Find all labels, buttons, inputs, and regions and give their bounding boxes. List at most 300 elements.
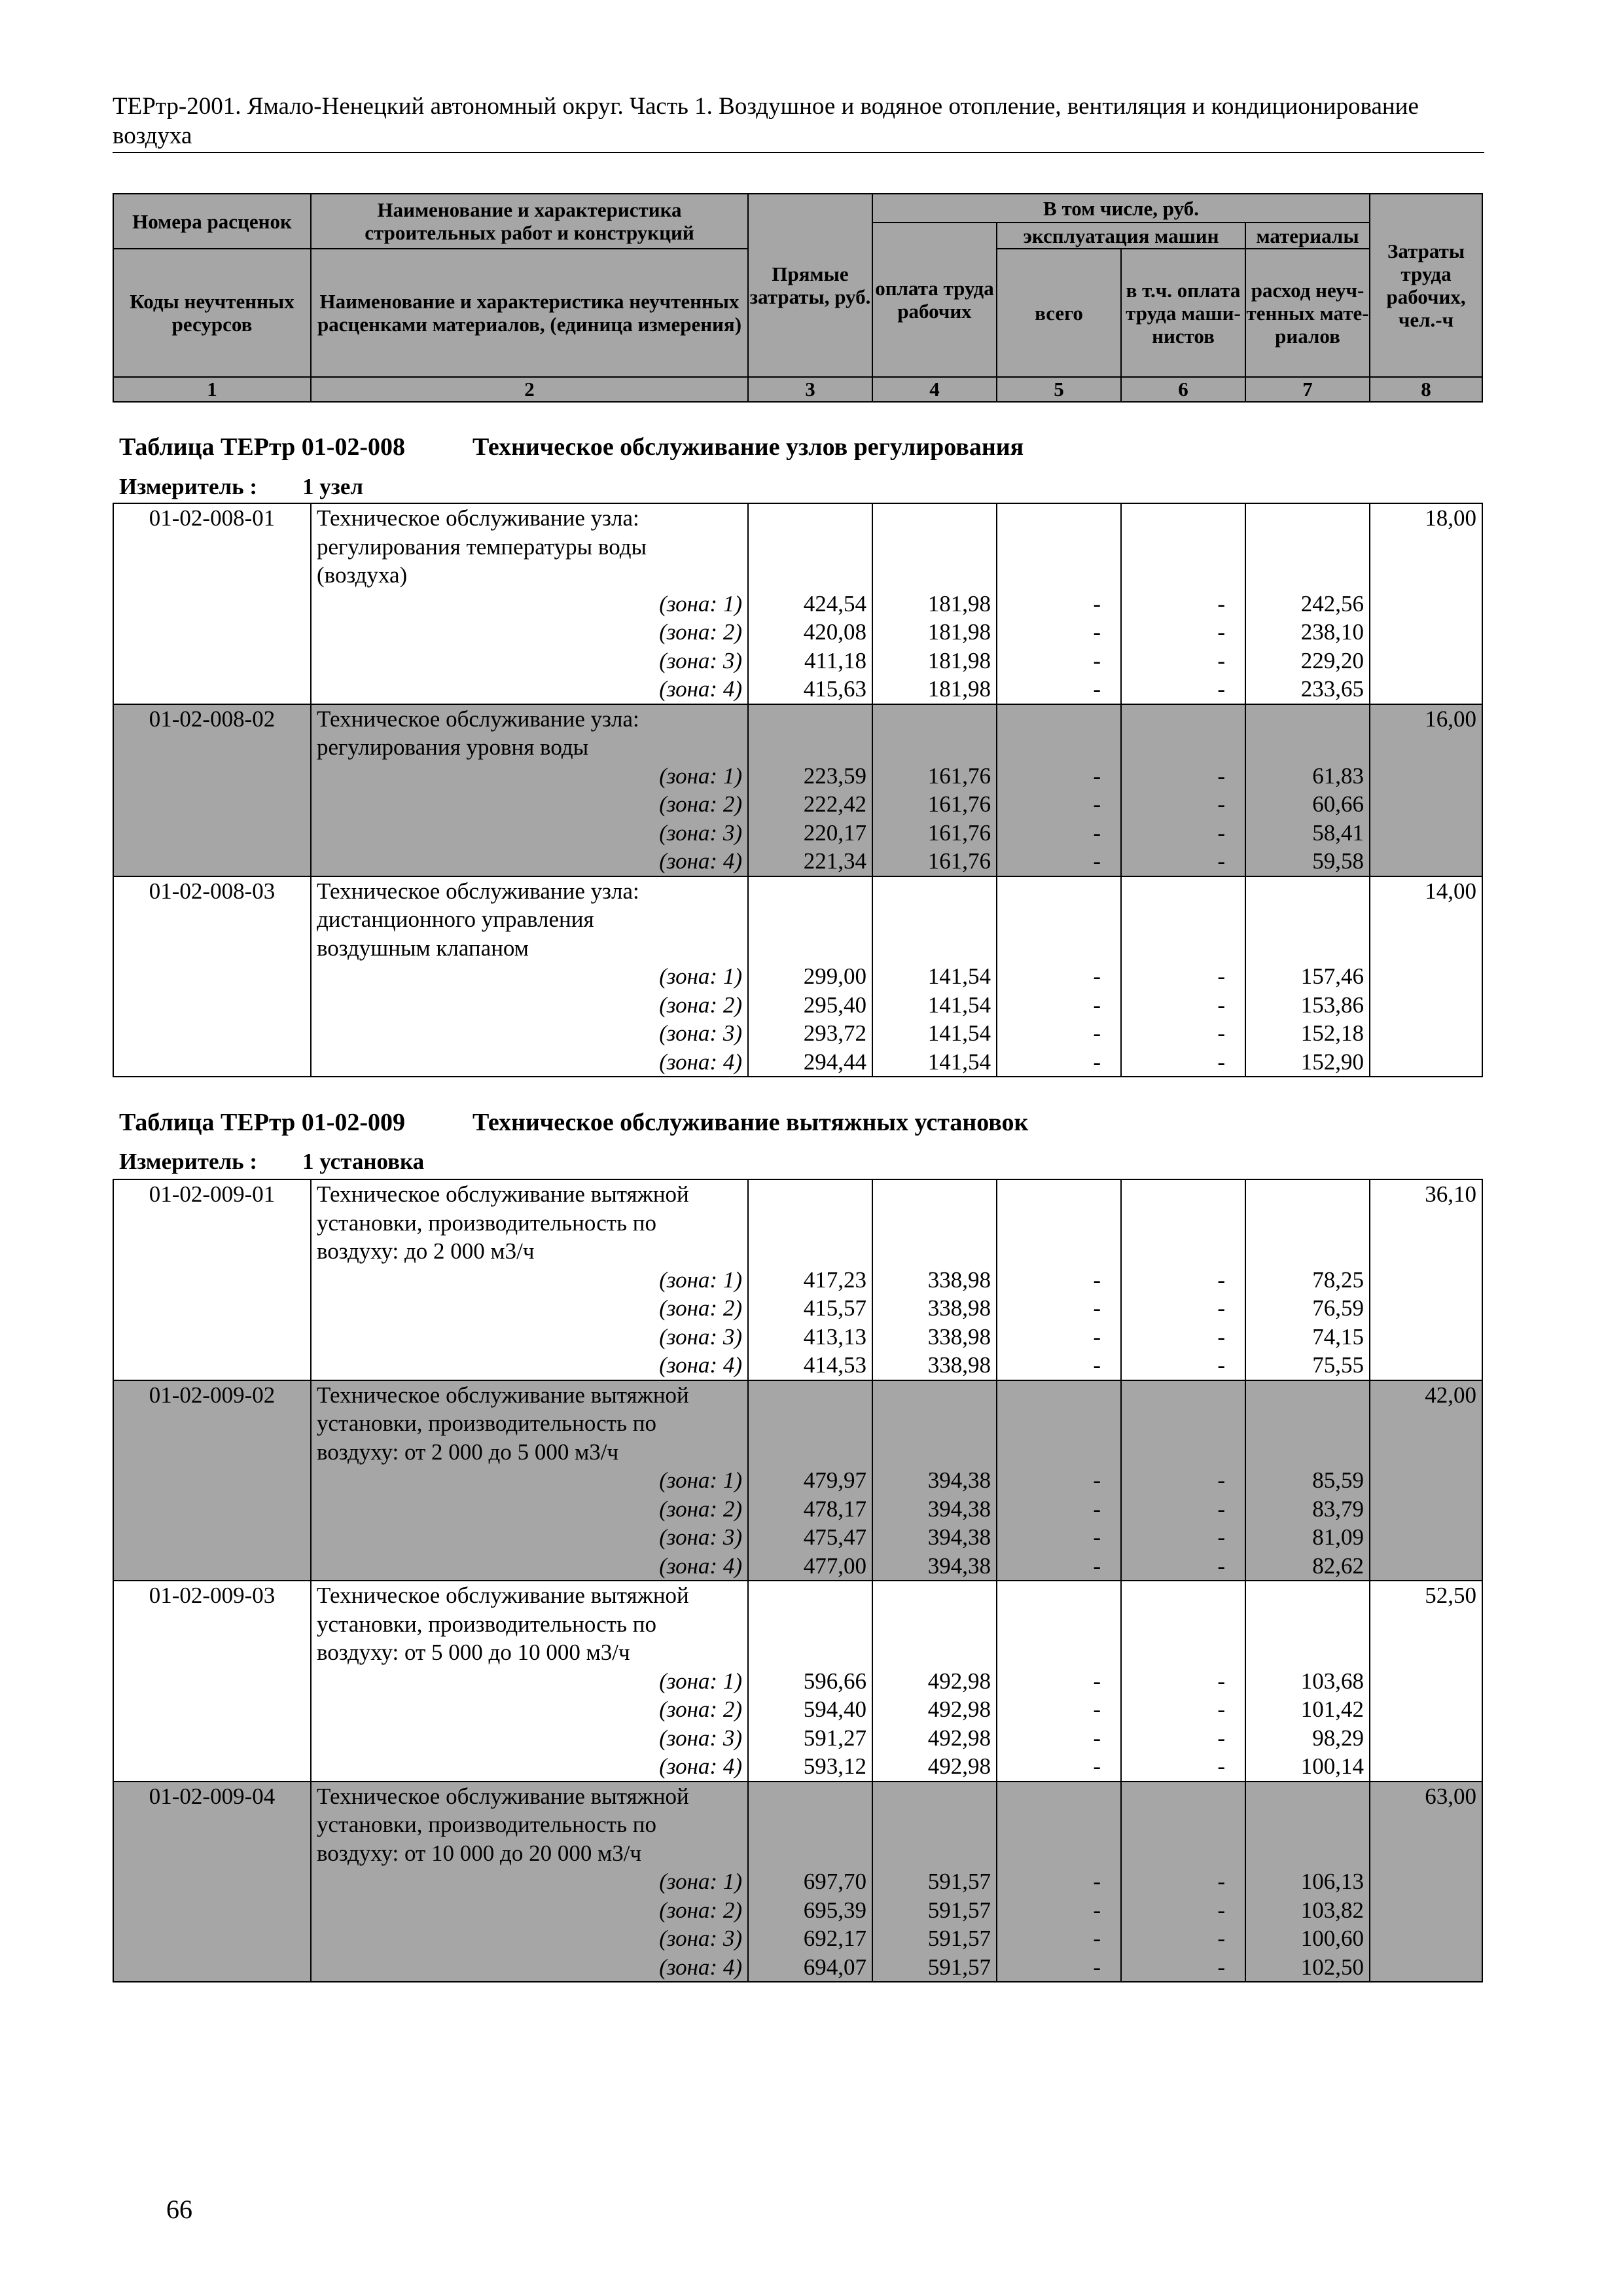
empty-cell bbox=[1121, 1209, 1245, 1238]
materials-cost: 233,65 bbox=[1245, 675, 1370, 704]
rate-name-line: регулирования температуры воды bbox=[311, 533, 748, 562]
machines-total: - bbox=[997, 1294, 1121, 1323]
empty-cell bbox=[1245, 1179, 1370, 1209]
rate-name-row bbox=[113, 1409, 1482, 1438]
empty-cell bbox=[1245, 905, 1370, 934]
zone-row bbox=[113, 618, 1482, 647]
direct-cost: 221,34 bbox=[748, 847, 872, 876]
rate-code bbox=[113, 561, 311, 590]
rate-code bbox=[113, 1294, 311, 1323]
worker-wages: 181,98 bbox=[872, 590, 997, 619]
rate-code bbox=[113, 1523, 311, 1552]
direct-cost: 594,40 bbox=[748, 1695, 872, 1724]
rate-code bbox=[113, 790, 311, 819]
col5-header: всего bbox=[997, 249, 1121, 377]
zone-label: (зона: 1) bbox=[311, 1466, 748, 1495]
col3-header: Прямые затраты, руб. bbox=[748, 194, 872, 377]
empty-cell bbox=[872, 1810, 997, 1839]
rates-table bbox=[113, 503, 1483, 1077]
labor-cost bbox=[1370, 1209, 1482, 1238]
empty-cell bbox=[872, 934, 997, 963]
labor-cost bbox=[1370, 675, 1482, 704]
rate-name-line: регулирования уровня воды bbox=[311, 733, 748, 762]
direct-cost: 223,59 bbox=[748, 762, 872, 791]
rate-code bbox=[113, 1466, 311, 1495]
worker-wages: 591,57 bbox=[872, 1896, 997, 1925]
empty-cell bbox=[748, 1209, 872, 1238]
zone-row bbox=[113, 790, 1482, 819]
machines-total: - bbox=[997, 618, 1121, 647]
rate-code bbox=[113, 1839, 311, 1868]
rate-code: 01-02-008-03 bbox=[113, 876, 311, 906]
machines-total: - bbox=[997, 1752, 1121, 1782]
empty-cell bbox=[1121, 1438, 1245, 1467]
machines-total: - bbox=[997, 1019, 1121, 1048]
direct-cost: 411,18 bbox=[748, 647, 872, 675]
rates-table-body bbox=[113, 1179, 1482, 1982]
worker-wages: 161,76 bbox=[872, 819, 997, 848]
labor-cost bbox=[1370, 1466, 1482, 1495]
rate-code bbox=[113, 1019, 311, 1048]
empty-cell bbox=[1121, 1782, 1245, 1811]
worker-wages: 161,76 bbox=[872, 847, 997, 876]
direct-cost: 420,08 bbox=[748, 618, 872, 647]
materials-cost: 74,15 bbox=[1245, 1323, 1370, 1352]
empty-cell bbox=[748, 704, 872, 734]
rate-name-row bbox=[113, 1380, 1482, 1410]
empty-cell bbox=[1245, 733, 1370, 762]
labor-cost bbox=[1370, 1867, 1482, 1896]
machinist-wages: - bbox=[1121, 647, 1245, 675]
empty-cell bbox=[748, 1409, 872, 1438]
labor-cost bbox=[1370, 1048, 1482, 1077]
empty-cell bbox=[748, 905, 872, 934]
zone-label: (зона: 3) bbox=[311, 1019, 748, 1048]
empty-cell bbox=[997, 561, 1121, 590]
direct-cost: 220,17 bbox=[748, 819, 872, 848]
rate-code bbox=[113, 647, 311, 675]
empty-cell bbox=[1245, 1237, 1370, 1266]
rate-code bbox=[113, 1638, 311, 1667]
labor-cost bbox=[1370, 1953, 1482, 1982]
machinist-wages: - bbox=[1121, 1867, 1245, 1896]
empty-cell bbox=[872, 1581, 997, 1610]
worker-wages: 492,98 bbox=[872, 1724, 997, 1753]
empty-cell bbox=[1121, 1581, 1245, 1610]
labor-cost bbox=[1370, 1237, 1482, 1266]
rate-code: 01-02-009-03 bbox=[113, 1581, 311, 1610]
direct-cost: 694,07 bbox=[748, 1953, 872, 1982]
worker-wages: 141,54 bbox=[872, 991, 997, 1020]
machines-total: - bbox=[997, 819, 1121, 848]
zone-row bbox=[113, 1019, 1482, 1048]
rate-name-row bbox=[113, 1839, 1482, 1868]
rate-code bbox=[113, 962, 311, 991]
table-name: Техническое обслуживание узлов регулирования bbox=[473, 433, 1024, 461]
labor-cost bbox=[1370, 561, 1482, 590]
empty-cell bbox=[1245, 533, 1370, 562]
empty-cell bbox=[872, 704, 997, 734]
table-title bbox=[119, 1107, 1028, 1138]
materials-cost: 60,66 bbox=[1245, 790, 1370, 819]
labor-cost bbox=[1370, 790, 1482, 819]
rate-name-row bbox=[113, 503, 1482, 533]
materials-cost: 76,59 bbox=[1245, 1294, 1370, 1323]
empty-cell bbox=[1121, 503, 1245, 533]
rate-code bbox=[113, 1438, 311, 1467]
rate-name-row bbox=[113, 733, 1482, 762]
labor-cost bbox=[1370, 962, 1482, 991]
direct-cost: 222,42 bbox=[748, 790, 872, 819]
empty-cell bbox=[1121, 1810, 1245, 1839]
machinist-wages: - bbox=[1121, 1695, 1245, 1724]
empty-cell bbox=[1245, 561, 1370, 590]
rate-name-row bbox=[113, 1810, 1482, 1839]
empty-cell bbox=[997, 1581, 1121, 1610]
direct-cost: 596,66 bbox=[748, 1667, 872, 1696]
col-number: 5 bbox=[997, 377, 1121, 402]
empty-cell bbox=[872, 1179, 997, 1209]
zone-label: (зона: 1) bbox=[311, 962, 748, 991]
empty-cell bbox=[872, 533, 997, 562]
materials-cost: 83,79 bbox=[1245, 1495, 1370, 1524]
rate-name-line: Техническое обслуживание узла: bbox=[311, 876, 748, 906]
running-header: ТЕРтр-2001. Ямало-Ненецкий автономный округ. Часть 1. Воздушное и водяное отопление, вентиляция и кондиционирование воздуха bbox=[113, 92, 1484, 153]
machines-total: - bbox=[997, 590, 1121, 619]
rate-name-line: Техническое обслуживание узла: bbox=[311, 503, 748, 533]
empty-cell bbox=[997, 905, 1121, 934]
empty-cell bbox=[1245, 1438, 1370, 1467]
worker-wages: 394,38 bbox=[872, 1495, 997, 1524]
rate-name-row bbox=[113, 704, 1482, 734]
labor-cost: 14,00 bbox=[1370, 876, 1482, 906]
materials-cost: 100,60 bbox=[1245, 1924, 1370, 1953]
materials-cost: 98,29 bbox=[1245, 1724, 1370, 1753]
labor-cost: 18,00 bbox=[1370, 503, 1482, 533]
empty-cell bbox=[748, 876, 872, 906]
machines-total: - bbox=[997, 1724, 1121, 1753]
zone-row bbox=[113, 1924, 1482, 1953]
col1-bottom-header: Коды неучтенных ресурсов bbox=[113, 249, 311, 377]
zone-row bbox=[113, 647, 1482, 675]
zone-row bbox=[113, 1896, 1482, 1925]
rate-code bbox=[113, 1924, 311, 1953]
col6-header: в т.ч. оплата труда маши-нистов bbox=[1121, 249, 1245, 377]
machinist-wages: - bbox=[1121, 819, 1245, 848]
machinist-wages: - bbox=[1121, 1953, 1245, 1982]
labor-cost bbox=[1370, 533, 1482, 562]
machines-total: - bbox=[997, 1867, 1121, 1896]
rate-name-line: установки, производительность по bbox=[311, 1209, 748, 1238]
zone-label: (зона: 1) bbox=[311, 1266, 748, 1295]
machinist-wages: - bbox=[1121, 1466, 1245, 1495]
empty-cell bbox=[1245, 1209, 1370, 1238]
labor-cost bbox=[1370, 1552, 1482, 1581]
labor-cost bbox=[1370, 905, 1482, 934]
zone-row bbox=[113, 819, 1482, 848]
labor-cost bbox=[1370, 991, 1482, 1020]
empty-cell bbox=[1121, 1638, 1245, 1667]
zone-row bbox=[113, 1466, 1482, 1495]
labor-cost bbox=[1370, 1409, 1482, 1438]
worker-wages: 338,98 bbox=[872, 1351, 997, 1380]
zone-label: (зона: 4) bbox=[311, 1048, 748, 1077]
zone-row bbox=[113, 1523, 1482, 1552]
materials-cost: 101,42 bbox=[1245, 1695, 1370, 1724]
page-number: 66 bbox=[166, 2195, 192, 2224]
materials-cost: 61,83 bbox=[1245, 762, 1370, 791]
empty-cell bbox=[1245, 1782, 1370, 1811]
empty-cell bbox=[997, 733, 1121, 762]
rate-code bbox=[113, 1495, 311, 1524]
zone-label: (зона: 2) bbox=[311, 1294, 748, 1323]
machinist-wages: - bbox=[1121, 1896, 1245, 1925]
zone-label: (зона: 3) bbox=[311, 1924, 748, 1953]
worker-wages: 161,76 bbox=[872, 762, 997, 791]
table-name: Техническое обслуживание вытяжных установок bbox=[473, 1109, 1029, 1136]
materials-cost: 59,58 bbox=[1245, 847, 1370, 876]
zone-row bbox=[113, 1351, 1482, 1380]
worker-wages: 141,54 bbox=[872, 962, 997, 991]
direct-cost: 478,17 bbox=[748, 1495, 872, 1524]
machinist-wages: - bbox=[1121, 590, 1245, 619]
empty-cell bbox=[1121, 533, 1245, 562]
rate-name-row bbox=[113, 1179, 1482, 1209]
empty-cell bbox=[872, 905, 997, 934]
direct-cost: 475,47 bbox=[748, 1523, 872, 1552]
materials-cost: 152,90 bbox=[1245, 1048, 1370, 1077]
zone-row bbox=[113, 1552, 1482, 1581]
empty-cell bbox=[1245, 934, 1370, 963]
empty-cell bbox=[997, 1237, 1121, 1266]
zone-row bbox=[113, 1953, 1482, 1982]
zone-row bbox=[113, 762, 1482, 791]
direct-cost: 591,27 bbox=[748, 1724, 872, 1753]
machinist-wages: - bbox=[1121, 762, 1245, 791]
machines-total: - bbox=[997, 1924, 1121, 1953]
direct-cost: 414,53 bbox=[748, 1351, 872, 1380]
rate-name-line: установки, производительность по bbox=[311, 1409, 748, 1438]
zone-label: (зона: 1) bbox=[311, 590, 748, 619]
measure-line bbox=[119, 473, 363, 501]
zone-row bbox=[113, 1266, 1482, 1295]
zone-row bbox=[113, 1667, 1482, 1696]
rate-name-line: воздушным клапаном bbox=[311, 934, 748, 963]
empty-cell bbox=[1121, 1237, 1245, 1266]
zone-label: (зона: 2) bbox=[311, 790, 748, 819]
labor-cost bbox=[1370, 1610, 1482, 1639]
rate-code bbox=[113, 905, 311, 934]
rate-code bbox=[113, 1209, 311, 1238]
labor-cost bbox=[1370, 819, 1482, 848]
worker-wages: 338,98 bbox=[872, 1294, 997, 1323]
direct-cost: 593,12 bbox=[748, 1752, 872, 1782]
zone-label: (зона: 4) bbox=[311, 675, 748, 704]
machines-total: - bbox=[997, 790, 1121, 819]
empty-cell bbox=[872, 503, 997, 533]
rate-name-line: воздуху: от 2 000 до 5 000 м3/ч bbox=[311, 1438, 748, 1467]
rate-name-line: воздуху: от 5 000 до 10 000 м3/ч bbox=[311, 1638, 748, 1667]
direct-cost: 697,70 bbox=[748, 1867, 872, 1896]
empty-cell bbox=[997, 533, 1121, 562]
zone-row bbox=[113, 962, 1482, 991]
measure-value: 1 установка bbox=[302, 1149, 425, 1174]
zone-label: (зона: 3) bbox=[311, 1724, 748, 1753]
empty-cell bbox=[1121, 1380, 1245, 1410]
empty-cell bbox=[1245, 1409, 1370, 1438]
direct-cost: 477,00 bbox=[748, 1552, 872, 1581]
rate-code bbox=[113, 1266, 311, 1295]
empty-cell bbox=[997, 1810, 1121, 1839]
machinist-wages: - bbox=[1121, 1552, 1245, 1581]
labor-cost bbox=[1370, 1638, 1482, 1667]
worker-wages: 492,98 bbox=[872, 1752, 997, 1782]
empty-cell bbox=[1121, 561, 1245, 590]
rate-code bbox=[113, 847, 311, 876]
rate-code bbox=[113, 533, 311, 562]
col-number: 4 bbox=[872, 377, 997, 402]
materials-cost: 102,50 bbox=[1245, 1953, 1370, 1982]
labor-cost: 42,00 bbox=[1370, 1380, 1482, 1410]
materials-cost: 238,10 bbox=[1245, 618, 1370, 647]
rate-name-line: Техническое обслуживание вытяжной bbox=[311, 1179, 748, 1209]
empty-cell bbox=[748, 1782, 872, 1811]
machines-total: - bbox=[997, 1351, 1121, 1380]
zone-label: (зона: 2) bbox=[311, 1495, 748, 1524]
materials-cost: 81,09 bbox=[1245, 1523, 1370, 1552]
materials-header: материалы bbox=[1245, 223, 1370, 249]
zone-row bbox=[113, 1048, 1482, 1077]
empty-cell bbox=[1245, 1610, 1370, 1639]
machinist-wages: - bbox=[1121, 1048, 1245, 1077]
empty-cell bbox=[997, 1638, 1121, 1667]
materials-cost: 242,56 bbox=[1245, 590, 1370, 619]
table-code: Таблица ТЕРтр 01-02-009 bbox=[119, 1109, 406, 1136]
zone-row bbox=[113, 1695, 1482, 1724]
rate-name-line: установки, производительность по bbox=[311, 1810, 748, 1839]
empty-cell bbox=[872, 561, 997, 590]
rate-name-row bbox=[113, 1438, 1482, 1467]
labor-cost bbox=[1370, 1266, 1482, 1295]
empty-cell bbox=[748, 733, 872, 762]
rate-name-row bbox=[113, 934, 1482, 963]
worker-wages: 338,98 bbox=[872, 1323, 997, 1352]
rate-name-row bbox=[113, 561, 1482, 590]
empty-cell bbox=[1121, 1179, 1245, 1209]
zone-row bbox=[113, 991, 1482, 1020]
empty-cell bbox=[872, 1839, 997, 1868]
empty-cell bbox=[872, 1610, 997, 1639]
labor-cost bbox=[1370, 1667, 1482, 1696]
rate-code bbox=[113, 1752, 311, 1782]
machines-total: - bbox=[997, 847, 1121, 876]
measure-label: Измеритель : bbox=[119, 474, 258, 499]
labor-cost bbox=[1370, 1724, 1482, 1753]
empty-cell bbox=[1121, 876, 1245, 906]
rate-name-row bbox=[113, 876, 1482, 906]
labor-cost bbox=[1370, 1839, 1482, 1868]
direct-cost: 299,00 bbox=[748, 962, 872, 991]
zone-row bbox=[113, 1294, 1482, 1323]
table-title bbox=[119, 432, 1024, 462]
empty-cell bbox=[872, 1638, 997, 1667]
worker-wages: 141,54 bbox=[872, 1019, 997, 1048]
worker-wages: 338,98 bbox=[872, 1266, 997, 1295]
rate-code bbox=[113, 1867, 311, 1896]
rate-code: 01-02-009-04 bbox=[113, 1782, 311, 1811]
empty-cell bbox=[748, 533, 872, 562]
rate-name-line: дистанционного управления bbox=[311, 905, 748, 934]
labor-cost bbox=[1370, 1019, 1482, 1048]
zone-label: (зона: 2) bbox=[311, 618, 748, 647]
machinist-wages: - bbox=[1121, 991, 1245, 1020]
empty-cell bbox=[997, 934, 1121, 963]
machinist-wages: - bbox=[1121, 1924, 1245, 1953]
zone-label: (зона: 2) bbox=[311, 1695, 748, 1724]
zone-label: (зона: 3) bbox=[311, 1323, 748, 1352]
empty-cell bbox=[997, 1179, 1121, 1209]
empty-cell bbox=[872, 1380, 997, 1410]
labor-cost bbox=[1370, 1523, 1482, 1552]
labor-cost bbox=[1370, 590, 1482, 619]
empty-cell bbox=[748, 1438, 872, 1467]
zone-row bbox=[113, 847, 1482, 876]
machinist-wages: - bbox=[1121, 1495, 1245, 1524]
column-header-table bbox=[113, 193, 1483, 403]
labor-cost bbox=[1370, 934, 1482, 963]
direct-cost: 294,44 bbox=[748, 1048, 872, 1077]
direct-cost: 424,54 bbox=[748, 590, 872, 619]
rate-code bbox=[113, 1552, 311, 1581]
materials-cost: 106,13 bbox=[1245, 1867, 1370, 1896]
rate-code bbox=[113, 1351, 311, 1380]
empty-cell bbox=[748, 503, 872, 533]
empty-cell bbox=[748, 1610, 872, 1639]
worker-wages: 141,54 bbox=[872, 1048, 997, 1077]
empty-cell bbox=[1245, 503, 1370, 533]
col-number: 3 bbox=[748, 377, 872, 402]
rate-name-row bbox=[113, 1610, 1482, 1639]
zone-label: (зона: 4) bbox=[311, 1752, 748, 1782]
empty-cell bbox=[997, 876, 1121, 906]
worker-wages: 394,38 bbox=[872, 1523, 997, 1552]
zone-label: (зона: 3) bbox=[311, 647, 748, 675]
rate-code bbox=[113, 1667, 311, 1696]
col2-bottom-header: Наименование и характеристика неучтенных расценками материалов, (единица измерения) bbox=[311, 249, 748, 377]
zone-row bbox=[113, 1495, 1482, 1524]
rate-code: 01-02-008-01 bbox=[113, 503, 311, 533]
col8-header: Затраты труда рабочих, чел.-ч bbox=[1370, 194, 1482, 377]
machines-total: - bbox=[997, 1523, 1121, 1552]
rate-code: 01-02-009-01 bbox=[113, 1179, 311, 1209]
empty-cell bbox=[872, 1438, 997, 1467]
empty-cell bbox=[872, 1409, 997, 1438]
rates-table bbox=[113, 1179, 1483, 1982]
machines-total: - bbox=[997, 1695, 1121, 1724]
empty-cell bbox=[1121, 905, 1245, 934]
col-number: 1 bbox=[113, 377, 311, 402]
empty-cell bbox=[748, 1638, 872, 1667]
empty-cell bbox=[872, 876, 997, 906]
machines-total: - bbox=[997, 1495, 1121, 1524]
zone-label: (зона: 3) bbox=[311, 1523, 748, 1552]
empty-cell bbox=[1245, 1839, 1370, 1868]
rate-code bbox=[113, 1953, 311, 1982]
worker-wages: 591,57 bbox=[872, 1924, 997, 1953]
zone-row bbox=[113, 1323, 1482, 1352]
rates-table-body bbox=[113, 503, 1482, 1077]
col4-header: оплата труда рабочих bbox=[872, 223, 997, 377]
